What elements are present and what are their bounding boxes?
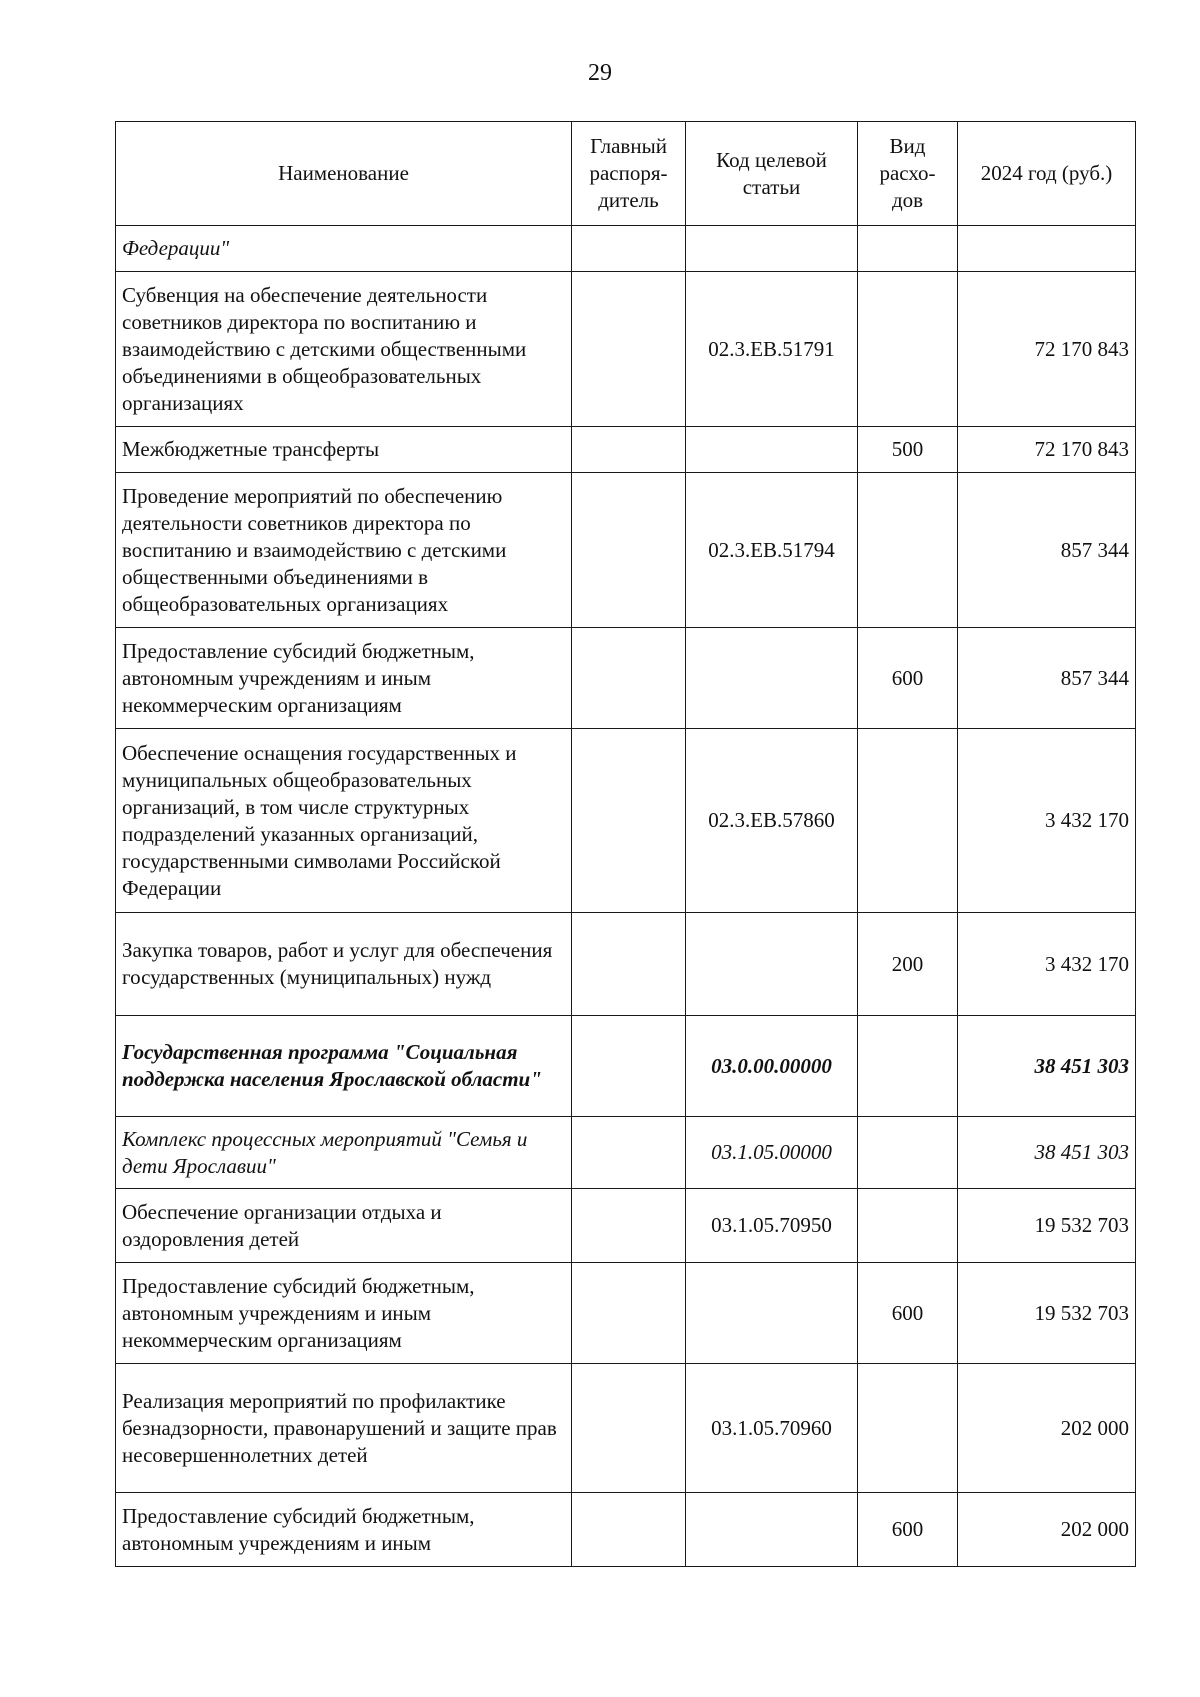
row-code-cell: 03.1.05.70950 [686,1189,858,1263]
row-admin-cell [572,226,686,272]
row-code-cell: 03.0.00.00000 [686,1016,858,1117]
table-row [116,1263,1136,1364]
row-code-cell: 03.1.05.00000 [686,1117,858,1189]
row-name-cell: Предоставление субсидий бюджетным, автономным учреждениям и иным некоммерческим организациям [116,1263,572,1364]
header-code: Код целевой статьи [686,122,858,226]
table-row [116,628,1136,729]
row-admin-cell [572,1263,686,1364]
row-admin-cell [572,272,686,427]
row-code-cell [686,226,858,272]
row-code-cell [686,1493,858,1567]
row-code-cell: 02.3.ЕВ.57860 [686,729,858,913]
table-body [116,226,1136,1567]
row-admin-cell [572,1189,686,1263]
row-code-cell: 02.3.ЕВ.51791 [686,272,858,427]
row-kind-cell [858,473,958,628]
row-code-cell [686,913,858,1016]
row-name-cell: Обеспечение организации отдыха и оздоровления детей [116,1189,572,1263]
row-amount-cell: 38 451 303 [958,1117,1136,1189]
row-name-cell: Федерации" [116,226,572,272]
row-code-cell: 02.3.ЕВ.51794 [686,473,858,628]
row-amount-cell: 3 432 170 [958,729,1136,913]
row-kind-cell: 200 [858,913,958,1016]
table-row [116,729,1136,913]
row-name-cell: Реализация мероприятий по профилактике безнадзорности, правонарушений и защите прав несовершеннолетних детей [116,1364,572,1493]
row-amount-cell [958,226,1136,272]
row-name-cell: Комплекс процессных мероприятий "Семья и дети Ярославии" [116,1117,572,1189]
row-kind-cell: 600 [858,1493,958,1567]
row-kind-cell [858,1189,958,1263]
table-row [116,473,1136,628]
row-admin-cell [572,1364,686,1493]
row-amount-cell: 19 532 703 [958,1189,1136,1263]
row-kind-cell: 600 [858,628,958,729]
table-row [116,1493,1136,1567]
table-row [116,913,1136,1016]
row-code-cell [686,628,858,729]
row-name-cell: Государственная программа "Социальная поддержка населения Ярославской области" [116,1016,572,1117]
row-admin-cell [572,473,686,628]
table-row [116,272,1136,427]
row-admin-cell [572,913,686,1016]
row-name-cell: Предоставление субсидий бюджетным, автономным учреждениям и иным [116,1493,572,1567]
row-name-cell: Проведение мероприятий по обеспечению деятельности советников директора по воспитанию и взаимодействию с детскими общественными объединениями в общеобразовательных организациях [116,473,572,628]
row-kind-cell: 500 [858,427,958,473]
header-admin: Главный распоря-дитель [572,122,686,226]
row-amount-cell: 202 000 [958,1364,1136,1493]
row-amount-cell: 72 170 843 [958,272,1136,427]
row-kind-cell [858,272,958,427]
row-name-cell: Обеспечение оснащения государственных и муниципальных общеобразовательных организаций, в том числе структурных подразделений указанных организаций, государственными символами Российской Федерации [116,729,572,913]
budget-table [115,121,1136,1567]
row-amount-cell: 202 000 [958,1493,1136,1567]
table-row [116,427,1136,473]
row-admin-cell [572,427,686,473]
row-amount-cell: 857 344 [958,628,1136,729]
row-amount-cell: 72 170 843 [958,427,1136,473]
table-row [116,1016,1136,1117]
header-name: Наименование [116,122,572,226]
row-admin-cell [572,628,686,729]
row-name-cell: Субвенция на обеспечение деятельности советников директора по воспитанию и взаимодействию с детскими общественными объединениями в общеобразовательных организациях [116,272,572,427]
row-kind-cell [858,1117,958,1189]
row-amount-cell: 857 344 [958,473,1136,628]
row-admin-cell [572,729,686,913]
row-code-cell: 03.1.05.70960 [686,1364,858,1493]
table-row [116,226,1136,272]
row-admin-cell [572,1493,686,1567]
row-code-cell [686,1263,858,1364]
row-kind-cell [858,1016,958,1117]
row-kind-cell [858,729,958,913]
row-name-cell: Межбюджетные трансферты [116,427,572,473]
row-amount-cell: 38 451 303 [958,1016,1136,1117]
row-name-cell: Предоставление субсидий бюджетным, автономным учреждениям и иным некоммерческим организациям [116,628,572,729]
table-row [116,1364,1136,1493]
table-header-row [116,122,1136,226]
row-kind-cell [858,226,958,272]
table-row [116,1117,1136,1189]
row-kind-cell [858,1364,958,1493]
row-amount-cell: 19 532 703 [958,1263,1136,1364]
table-row [116,1189,1136,1263]
row-code-cell [686,427,858,473]
row-amount-cell: 3 432 170 [958,913,1136,1016]
page-number: 29 [588,60,612,86]
row-admin-cell [572,1117,686,1189]
row-admin-cell [572,1016,686,1117]
row-kind-cell: 600 [858,1263,958,1364]
header-year: 2024 год (руб.) [958,122,1136,226]
row-name-cell: Закупка товаров, работ и услуг для обеспечения государственных (муниципальных) нужд [116,913,572,1016]
header-kind: Вид расхо-дов [858,122,958,226]
